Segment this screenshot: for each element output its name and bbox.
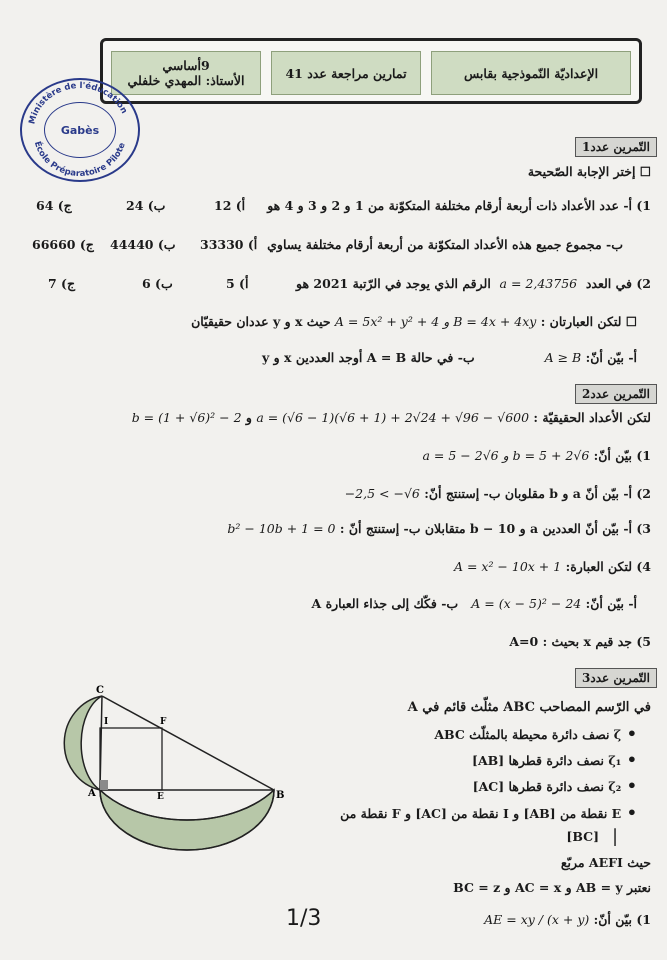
exercise-2-tag: التّمرين عدد2 [575,384,657,404]
exercise-1-tag: التّمرين عدد1 [575,137,657,157]
stamp-bottom-text: École Préparatoire Pilote [31,140,128,180]
ex3-q1: 1) بيّن أنّ: AE = xy / (x + y) [484,912,651,927]
ex3-condition: حيث AEFI مربّع [560,855,651,870]
ex3-bullet-2: • ζ₁ نصف دائرة قطرها [AB] [472,750,637,769]
label-E: E [157,792,164,802]
ex2-q4: أ- بيّن أنّ: A = (x − 5)² − 24 ب- فكّك إلى جذاء العبارة A [311,596,637,611]
teacher-name: الأستاذ: المهدي خلفلي [127,73,245,88]
q1a-option-a: أ) 12 [214,198,246,213]
margin-mark: | [612,826,619,847]
label-A: A [88,788,96,799]
q2-option-a: أ) 5 [226,276,249,291]
ex1-q2: 2) في العدد a = 2,43756 الرقم الذي يوجد في الرّتبة 2021 هو [296,276,651,291]
ex2-q4: 4) لتكن العبارة: A = x² − 10x + 1 [453,559,651,574]
header-box [100,38,642,104]
right-angle-mark [100,780,108,790]
school-name: الإعداديّة النّموذجية بقابس [431,51,631,95]
grade-level: 9أساسي [162,58,210,73]
page-number: 1/3 [286,906,322,931]
school-stamp [20,78,140,182]
ex3-intro: في الرّسم المصاحب ABC مثلّث قائم في A [407,700,651,715]
q1b-option-c: ج) 66660 [32,237,94,252]
ex3-bullet-3: • ζ₂ نصف دائرة قطرها [AC] [472,776,637,795]
left-lune [64,696,102,790]
q2-option-b: ب) 6 [142,276,173,291]
triangle-abc [100,696,274,790]
ex3-bullet-1: • ζ نصف دائرة محيطة بالمثلّث ABC [434,724,637,743]
stamp-center: Gabès [44,102,116,158]
stamp-top-text: Ministère de l'éducation [27,80,129,126]
ex1-q1a: 1) أ- عدد الأعداد ذات أربعة أرقام مختلفة المتكوّنة من 1 و 2 و 3 و 4 هو [267,198,651,213]
ex2-q2: 2) أ- بيّن أنّ a و b مقلوبان ب- إستنتج أنّ: −2,5 < −√6 [344,486,651,501]
ex3-bullet-4-cont: [BC] [566,829,599,844]
exercise-3-tag: التّمرين عدد3 [575,668,657,688]
label-I: I [104,717,109,727]
label-F: F [160,717,167,727]
geometry-figure [62,684,302,854]
ex2-q3: 3) أ- بيّن أنّ العددين a و 10 − b متقابلان ب- إستنتج أنّ : b² − 10b + 1 = 0 [227,521,651,536]
ex3-bullet-4: • E نقطة من [AB] و I نقطة من [AC] و F نقطة من [340,803,637,822]
ex3-notation: نعتبر AB = y و AC = x و BC = z [453,880,651,895]
ex1-q3a: أ- بيّن أنّ: A ≥ B [544,350,637,365]
q1a-option-b: ب) 24 [126,198,166,213]
square-aefi [100,728,162,790]
ex1-intro: ☐ إختر الإجابة الصّحيحة [527,164,651,179]
q1b-option-a: أ) 33330 [200,237,258,252]
ex1-q3: ☐ لتكن العبارتان : A = 5x² + y² + 4 و B = 4x + 4xy حيث x و y عددان حقيقيّان [191,314,637,329]
label-B: B [276,790,285,801]
ex2-q5: 5) جد قيم x بحيث : A=0 [509,634,651,649]
ex2-intro: لتكن الأعداد الحقيقيّة : a = (√6 − 1)(√6 + 1) + 2√24 + √96 − √600 و b = (1 + √6)² − 2 [131,410,651,425]
q1b-option-b: ب) 44440 [110,237,176,252]
label-C: C [96,685,104,696]
worksheet-title: تمارين مراجعة عدد 41 [271,51,421,95]
ex1-q1b: ب- مجموع جميع هذه الأعداد المتكوّنة من أربعة أرقام مختلفة يساوي [267,237,623,252]
q1a-option-c: ج) 64 [36,198,72,213]
q2-option-c: ج) 7 [48,276,76,291]
ex2-q1: 1) بيّن أنّ: a = 5 − 2√6 و b = 5 + 2√6 [422,448,651,463]
ex1-q3b: ب- في حالة A = B أوجد العددين x و y [262,350,475,365]
